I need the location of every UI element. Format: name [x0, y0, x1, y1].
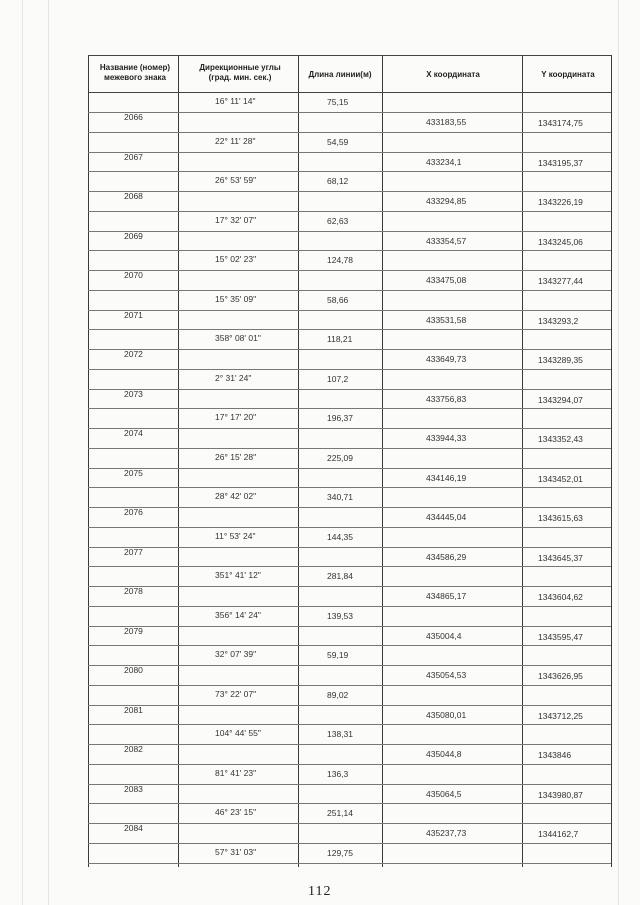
segment-angle: 16° 11' 14" — [215, 96, 256, 106]
table-row-line — [88, 705, 611, 706]
segment-angle: 26° 15' 28" — [215, 452, 257, 462]
point-y-coordinate: 1343277,44 — [538, 276, 583, 286]
segment-length: 139,53 — [327, 611, 353, 621]
point-y-coordinate: 1343294,07 — [538, 395, 583, 405]
table-row-line — [88, 369, 611, 370]
header-x: X координата — [426, 70, 480, 79]
table-row-line — [88, 468, 611, 469]
point-y-coordinate: 1343615,63 — [538, 513, 583, 523]
table-row-line — [88, 764, 611, 765]
table-row-line — [88, 448, 611, 449]
point-name: 2069 — [124, 231, 143, 241]
segment-angle: 32° 07' 39" — [215, 649, 257, 659]
segment-length: 281,84 — [327, 571, 353, 581]
point-x-coordinate: 434445,04 — [426, 512, 467, 522]
point-y-coordinate: 1343245,06 — [538, 237, 583, 247]
point-x-coordinate: 433354,57 — [426, 236, 467, 246]
point-name: 2080 — [124, 665, 143, 675]
point-x-coordinate: 435237,73 — [426, 828, 467, 838]
point-name: 2083 — [124, 784, 143, 794]
table-column-line — [382, 55, 383, 867]
point-name: 2077 — [124, 547, 143, 557]
segment-angle: 57° 31' 03" — [215, 847, 257, 857]
point-name: 2078 — [124, 586, 143, 596]
point-y-coordinate: 1343846 — [538, 750, 572, 760]
table-column-line — [88, 55, 89, 867]
point-x-coordinate: 434586,29 — [426, 552, 467, 562]
header-length: Длина линии(м) — [308, 70, 372, 79]
point-name: 2073 — [124, 389, 143, 399]
segment-angle: 17° 32' 07" — [215, 215, 257, 225]
table-row-line — [88, 171, 611, 172]
point-y-coordinate: 1343174,75 — [538, 118, 583, 128]
point-x-coordinate: 433475,08 — [426, 275, 467, 285]
point-y-coordinate: 1343712,25 — [538, 711, 583, 721]
table-row-line — [88, 547, 611, 548]
segment-angle: 46° 23' 15" — [215, 807, 257, 817]
table-row-line — [88, 744, 611, 745]
segment-angle: 73° 22' 07" — [215, 689, 257, 699]
table-row-line — [88, 329, 611, 330]
point-y-coordinate: 1344162,7 — [538, 829, 579, 839]
point-x-coordinate: 433944,33 — [426, 433, 467, 443]
table-row-line — [88, 132, 611, 133]
header-name: Название (номер) межевого знака — [99, 63, 171, 82]
point-name: 2071 — [124, 310, 143, 320]
point-name: 2070 — [124, 270, 143, 280]
scan-artifact — [618, 0, 619, 905]
table-row-line — [88, 685, 611, 686]
segment-angle: 2° 31' 24" — [215, 373, 252, 383]
segment-length: 251,14 — [327, 808, 353, 818]
segment-length: 58,66 — [327, 295, 349, 305]
header-angle: Дирекционные углы (град. мин. сек.) — [199, 63, 281, 82]
table-row-line — [88, 724, 611, 725]
segment-length: 62,63 — [327, 216, 349, 226]
table-row-line — [88, 586, 611, 587]
point-y-coordinate: 1343226,19 — [538, 197, 583, 207]
table-row-line — [88, 211, 611, 212]
segment-length: 144,35 — [327, 532, 353, 542]
page-number: 112 — [308, 884, 332, 899]
point-x-coordinate: 435080,01 — [426, 710, 467, 720]
table-row-line — [88, 784, 611, 785]
segment-length: 68,12 — [327, 176, 349, 186]
segment-angle: 26° 53' 59" — [215, 175, 257, 185]
point-name: 2079 — [124, 626, 143, 636]
table-row-line — [88, 270, 611, 271]
table-row-line — [88, 645, 611, 646]
table-row-line — [88, 803, 611, 804]
table-row-line — [88, 408, 611, 409]
table-row-line — [88, 92, 611, 93]
segment-angle: 28° 42' 02" — [215, 491, 257, 501]
table-row-line — [88, 112, 611, 113]
table-row-line — [88, 55, 611, 56]
segment-angle: 22° 11' 28" — [215, 136, 256, 146]
point-name: 2081 — [124, 705, 143, 715]
table-row-line — [88, 823, 611, 824]
table-column-line — [611, 55, 612, 867]
point-y-coordinate: 1343604,62 — [538, 592, 583, 602]
header-y: Y координата — [541, 70, 595, 79]
segment-length: 124,78 — [327, 255, 353, 265]
segment-length: 196,37 — [327, 413, 353, 423]
segment-angle: 81° 41' 23" — [215, 768, 257, 778]
point-x-coordinate: 434146,19 — [426, 473, 467, 483]
point-x-coordinate: 433183,55 — [426, 117, 467, 127]
segment-angle: 351° 41' 12" — [215, 570, 261, 580]
point-x-coordinate: 433294,85 — [426, 196, 467, 206]
table-row-line — [88, 428, 611, 429]
point-x-coordinate: 434865,17 — [426, 591, 467, 601]
point-y-coordinate: 1343595,47 — [538, 632, 583, 642]
segment-length: 136,3 — [327, 769, 349, 779]
point-x-coordinate: 435004,4 — [426, 631, 462, 641]
table-row-line — [88, 863, 611, 864]
segment-length: 225,09 — [327, 453, 353, 463]
table-row-line — [88, 349, 611, 350]
segment-angle: 11° 53' 24" — [215, 531, 256, 541]
point-x-coordinate: 435044,8 — [426, 749, 462, 759]
scan-artifact — [48, 0, 49, 905]
segment-length: 89,02 — [327, 690, 349, 700]
segment-length: 75,15 — [327, 97, 349, 107]
segment-length: 107,2 — [327, 374, 349, 384]
point-name: 2074 — [124, 428, 143, 438]
table-row-line — [88, 310, 611, 311]
point-y-coordinate: 1343293,2 — [538, 316, 579, 326]
segment-length: 340,71 — [327, 492, 353, 502]
segment-length: 129,75 — [327, 848, 353, 858]
table-row-line — [88, 290, 611, 291]
table-row-line — [88, 626, 611, 627]
point-name: 2076 — [124, 507, 143, 517]
segment-angle: 17° 17' 20" — [215, 412, 257, 422]
table-row-line — [88, 566, 611, 567]
point-name: 2068 — [124, 191, 143, 201]
point-y-coordinate: 1343645,37 — [538, 553, 583, 563]
table-row-line — [88, 527, 611, 528]
table-row-line — [88, 389, 611, 390]
point-name: 2084 — [124, 823, 143, 833]
table-row-line — [88, 191, 611, 192]
table-row-line — [88, 487, 611, 488]
point-x-coordinate: 433756,83 — [426, 394, 467, 404]
point-x-coordinate: 433531,58 — [426, 315, 467, 325]
point-x-coordinate: 433234,1 — [426, 157, 462, 167]
point-y-coordinate: 1343352,43 — [538, 434, 583, 444]
segment-length: 54,59 — [327, 137, 349, 147]
segment-length: 59,19 — [327, 650, 349, 660]
point-name: 2072 — [124, 349, 143, 359]
point-y-coordinate: 1343195,37 — [538, 158, 583, 168]
table-row-line — [88, 250, 611, 251]
table-row-line — [88, 843, 611, 844]
segment-angle: 358° 08' 01" — [215, 333, 261, 343]
point-x-coordinate: 435064,5 — [426, 789, 462, 799]
table-row-line — [88, 606, 611, 607]
segment-angle: 356° 14' 24" — [215, 610, 261, 620]
table-column-line — [298, 55, 299, 867]
table-column-line — [522, 55, 523, 867]
point-name: 2082 — [124, 744, 143, 754]
segment-angle: 15° 02' 23" — [215, 254, 257, 264]
point-y-coordinate: 1343289,35 — [538, 355, 583, 365]
scan-artifact — [22, 0, 23, 905]
segment-length: 118,21 — [327, 334, 353, 344]
point-name: 2067 — [124, 152, 143, 162]
point-x-coordinate: 433649,73 — [426, 354, 467, 364]
segment-angle: 104° 44' 55" — [215, 728, 261, 738]
point-name: 2066 — [124, 112, 143, 122]
segment-angle: 15° 35' 09" — [215, 294, 257, 304]
point-x-coordinate: 435054,53 — [426, 670, 467, 680]
table-column-line — [178, 55, 179, 867]
point-y-coordinate: 1343626,95 — [538, 671, 583, 681]
segment-length: 138,31 — [327, 729, 353, 739]
point-y-coordinate: 1343452,01 — [538, 474, 583, 484]
table-row-line — [88, 152, 611, 153]
point-y-coordinate: 1343980,87 — [538, 790, 583, 800]
table-row-line — [88, 507, 611, 508]
table-row-line — [88, 231, 611, 232]
point-name: 2075 — [124, 468, 143, 478]
table-row-line — [88, 665, 611, 666]
